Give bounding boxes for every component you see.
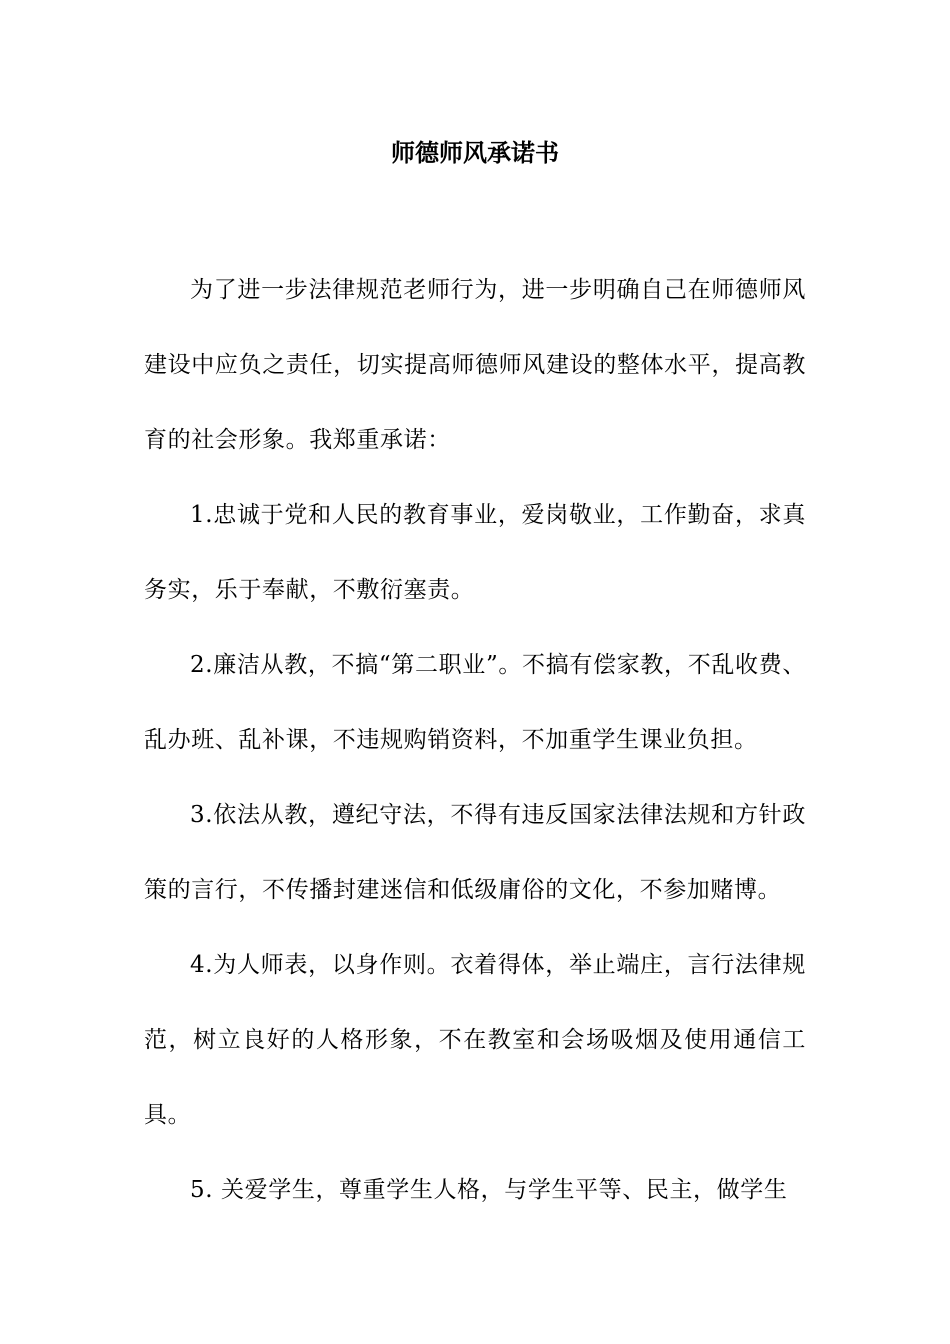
pledge-item-2: 2.廉洁从教，不搞“第二职业”。不搞有偿家教，不乱收费、乱办班、乱补课，不违规购销资料，不加重学生课业负担。 <box>144 652 806 753</box>
pledge-item-1: 1.忠诚于党和人民的教育事业，爱岗敬业，工作勤奋，求真务实，乐于奉献，不敷衍塞责。 <box>144 502 806 603</box>
pledge-item-3: 3.依法从教，遵纪守法，不得有违反国家法律法规和方针政策的言行，不传播封建迷信和低级庸俗的文化，不参加赌博。 <box>144 802 806 903</box>
intro-paragraph: 为了进一步法律规范老师行为，进一步明确自己在师德师风建设中应负之责任，切实提高师德师风建设的整体水平，提高教育的社会形象。我郑重承诺： <box>144 277 806 453</box>
document-title: 师德师风承诺书 <box>391 138 559 167</box>
document-body <box>144 253 806 1228</box>
pledge-item-4: 4.为人师表，以身作则。衣着得体，举止端庄，言行法律规范，树立良好的人格形象，不在教室和会场吸烟及使用通信工具。 <box>144 952 806 1128</box>
pledge-item-5: 5. 关爱学生，尊重学生人格，与学生平等、民主，做学生 <box>190 1177 788 1203</box>
